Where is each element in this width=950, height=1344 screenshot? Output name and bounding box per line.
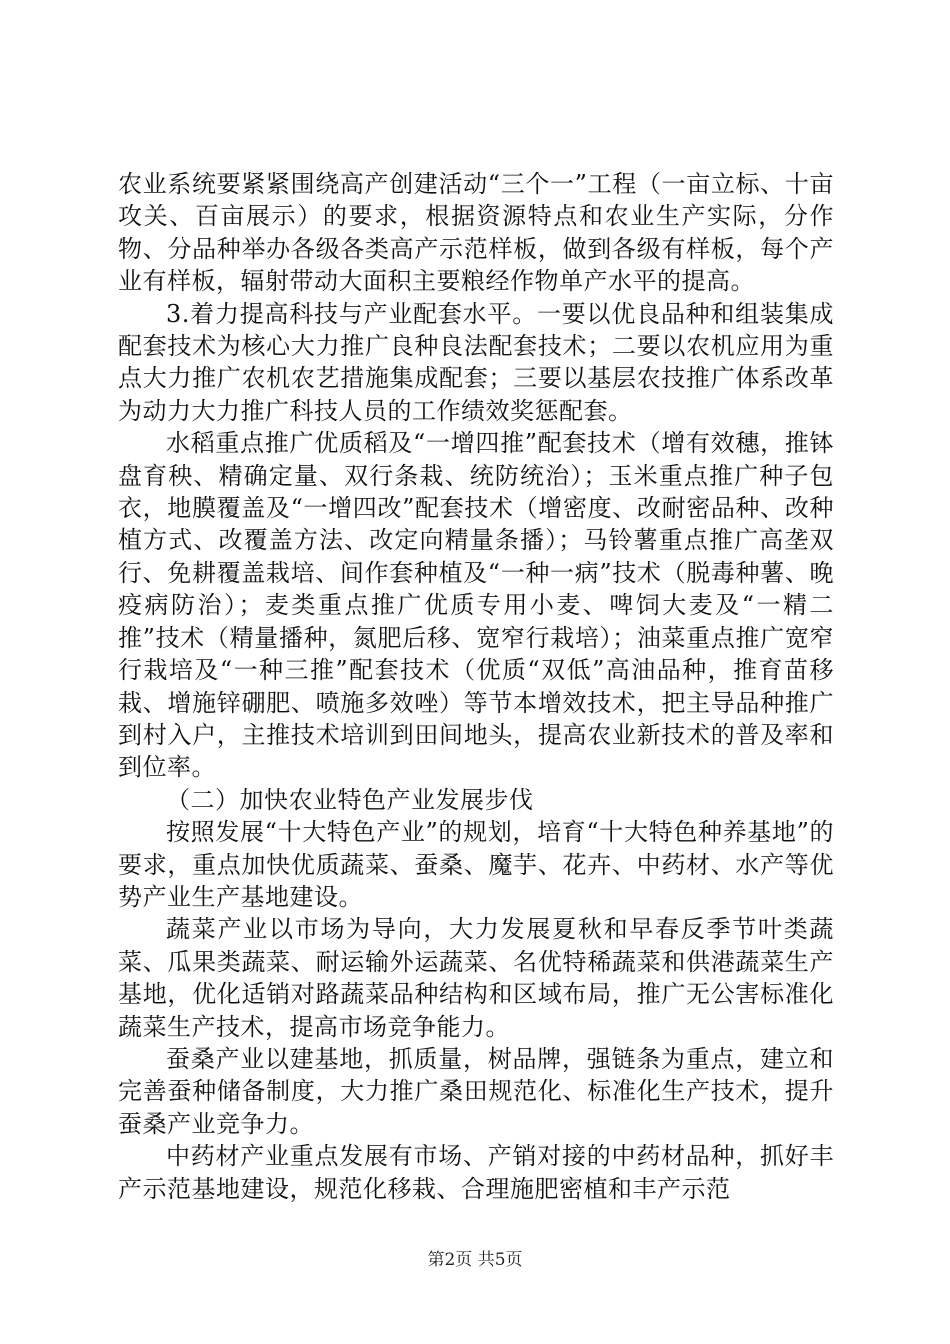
paragraph-7: 蚕桑产业以建基地，抓质量，树品牌，强链条为重点，建立和完善蚕种储备制度，大力推广桑田规范化、标准化生产技术，提升蚕桑产业竞争力。 bbox=[118, 1044, 834, 1138]
section-heading: （二）加快农业特色产业发展步伐 bbox=[166, 785, 534, 814]
paragraph-6: 蔬菜产业以市场为导向，大力发展夏秋和早春反季节叶类蔬菜、瓜果类蔬菜、耐运输外运蔬菜、名优特稀蔬菜和供港蔬菜生产基地，优化适销对路蔬菜品种结构和区域布局，推广无公害标准化蔬菜生产技术，提高市场竞争能力。 bbox=[118, 915, 834, 1041]
document-body bbox=[118, 168, 834, 1205]
paragraph-1: 农业系统要紧紧围绕高产创建活动“三个一”工程（一亩立标、十亩攻关、百亩展示）的要求，根据资源特点和农业生产实际，分作物、分品种举办各级各类高产示范样板，做到各级有样板，每个产业有样板，辐射带动大面积主要粮经作物单产水平的提高。 bbox=[118, 170, 834, 296]
paragraph-5: 按照发展“十大特色产业”的规划，培育“十大特色种养基地”的要求，重点加快优质蔬菜、蚕桑、魔芋、花卉、中药材、水产等优势产业生产基地建设。 bbox=[118, 818, 834, 911]
page-number-footer: 第2页 共5页 bbox=[427, 1250, 523, 1270]
paragraph-3: 水稻重点推广优质稻及“一增四推”配套技术（增有效穗，推钵盘育秧、精确定量、双行条栽、统防统治）；玉米重点推广种子包衣，地膜覆盖及“一增四改”配套技术（增密度、改耐密品种、改种植方式、改覆盖方法、改定向精量条播）；马铃薯重点推广高垄双行、免耕覆盖栽培、间作套种植及“一种一病”技术（脱毒种薯、晚疫病防治）；麦类重点推广优质专用小麦、啤饲大麦及“一精二推”技术（精量播种，氮肥后移、宽窄行栽培）；油菜重点推广宽窄行栽培及“一种三推”配套技术（优质“双低”高油品种，推育苗移栽、增施锌硼肥、喷施多效唑）等节本增效技术，把主导品种推广到村入户，主推技术培训到田间地头，提高农业新技术的普及率和到位率。 bbox=[118, 429, 834, 782]
paragraph-2: 3.着力提高科技与产业配套水平。一要以优良品种和组装集成配套技术为核心大力推广良种良法配套技术；二要以农机应用为重点大力推广农机农艺措施集成配套；三要以基层农技推广体系改革为动力大力推广科技人员的工作绩效奖惩配套。 bbox=[118, 299, 834, 425]
paragraph-8: 中药材产业重点发展有市场、产销对接的中药材品种，抓好丰产示范基地建设，规范化移栽、合理施肥密植和丰产示范 bbox=[118, 1142, 834, 1203]
